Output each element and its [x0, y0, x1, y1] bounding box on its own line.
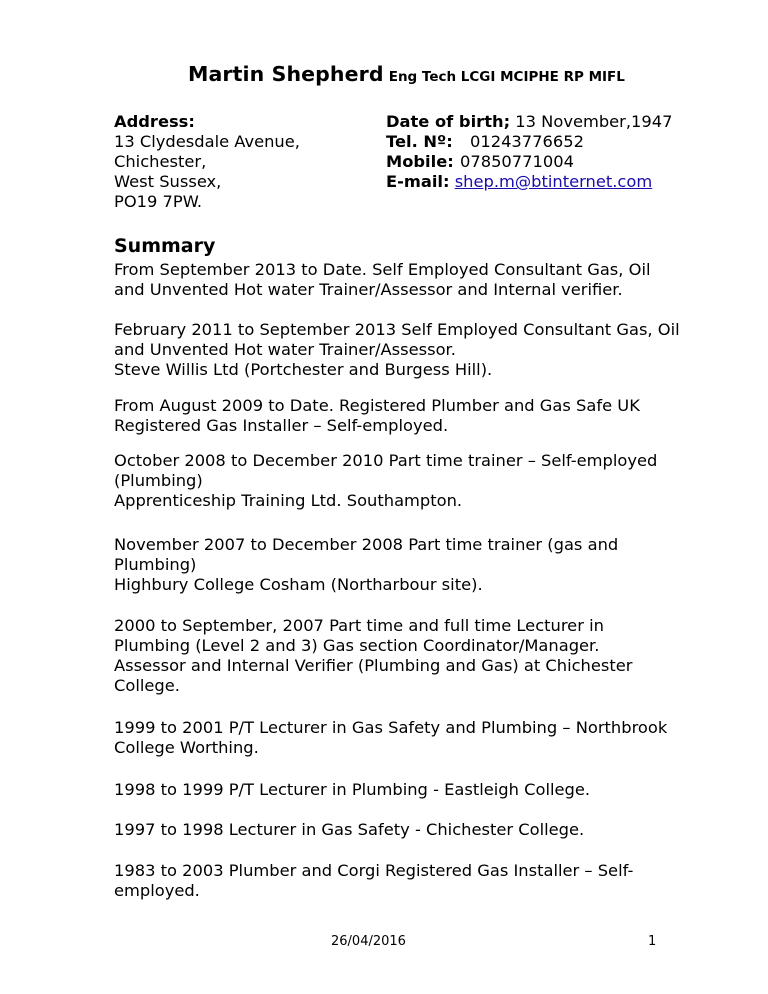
email-label: E-mail:	[386, 172, 450, 191]
person-name: Martin Shepherd	[188, 62, 384, 86]
summary-entry	[114, 451, 674, 511]
address-line: 13 Clydesdale Avenue,	[114, 132, 300, 151]
address-line: Chichester,	[114, 152, 207, 171]
address-line: West Sussex,	[114, 172, 222, 191]
tel-value: 01243776652	[470, 132, 584, 151]
entry-line: From August 2009 to Date. Registered Plumber and Gas Safe UK	[114, 396, 640, 415]
entry-line: November 2007 to December 2008 Part time trainer (gas and	[114, 535, 619, 554]
dob-value: 13 November,1947	[515, 112, 673, 131]
email-row	[386, 172, 672, 192]
summary-entry	[114, 616, 674, 696]
entry-line: 2000 to September, 2007 Part time and full time Lecturer in	[114, 616, 604, 635]
entry-line: College.	[114, 676, 180, 695]
entry-line: (Plumbing)	[114, 471, 203, 490]
address-line: PO19 7PW.	[114, 192, 203, 211]
entry-line: Apprenticeship Training Ltd. Southampton.	[114, 491, 463, 510]
entry-line: Registered Gas Installer – Self-employed.	[114, 416, 449, 435]
summary-entry	[114, 861, 674, 901]
entry-line: and Unvented Hot water Trainer/Assessor and Internal verifier.	[114, 280, 623, 299]
footer-date: 26/04/2016	[331, 934, 406, 949]
entry-line: 1998 to 1999 P/T Lecturer in Plumbing - Eastleigh College.	[114, 780, 591, 799]
summary-entry	[114, 320, 680, 380]
dob-label: Date of birth;	[386, 112, 511, 131]
summary-entry	[114, 780, 674, 800]
summary-entry	[114, 718, 674, 758]
address-block	[114, 112, 300, 212]
entry-line: October 2008 to December 2010 Part time trainer – Self-employed	[114, 451, 658, 470]
mobile-row	[386, 152, 672, 172]
entry-line: and Unvented Hot water Trainer/Assessor.	[114, 340, 456, 359]
dob-row	[386, 112, 672, 132]
email-link[interactable]: shep.m@btinternet.com	[454, 172, 653, 191]
entry-line: From September 2013 to Date. Self Employed Consultant Gas, Oil	[114, 260, 651, 279]
entry-line: Plumbing (Level 2 and 3) Gas section Coordinator/Manager.	[114, 636, 600, 655]
entry-line: Highbury College Cosham (Northarbour site).	[114, 575, 483, 594]
summary-entry	[114, 260, 674, 300]
cv-title	[188, 62, 625, 86]
summary-entry	[114, 396, 674, 436]
entry-line: employed.	[114, 881, 200, 900]
entry-line: 1999 to 2001 P/T Lecturer in Gas Safety and Plumbing – Northbrook	[114, 718, 668, 737]
entry-line: 1983 to 2003 Plumber and Corgi Registered Gas Installer – Self-	[114, 861, 634, 880]
entry-line: College Worthing.	[114, 738, 259, 757]
entry-line: Assessor and Internal Verifier (Plumbing and Gas) at Chichester	[114, 656, 633, 675]
summary-heading: Summary	[114, 235, 216, 257]
tel-label: Tel. Nº:	[386, 132, 453, 151]
summary-entry	[114, 820, 674, 840]
entry-line: Plumbing)	[114, 555, 197, 574]
mobile-label: Mobile:	[386, 152, 454, 171]
address-label: Address:	[114, 112, 195, 131]
page-number: 1	[648, 934, 657, 949]
summary-entry	[114, 535, 674, 595]
entry-line: 1997 to 1998 Lecturer in Gas Safety - Chichester College.	[114, 820, 585, 839]
contact-block	[386, 112, 672, 192]
tel-row	[386, 132, 672, 152]
qualifications: Eng Tech LCGI MCIPHE RP MIFL	[388, 69, 625, 85]
entry-line: February 2011 to September 2013 Self Employed Consultant Gas, Oil	[114, 320, 680, 339]
entry-line: Steve Willis Ltd (Portchester and Burgess Hill).	[114, 360, 493, 379]
mobile-value: 07850771004	[460, 152, 574, 171]
